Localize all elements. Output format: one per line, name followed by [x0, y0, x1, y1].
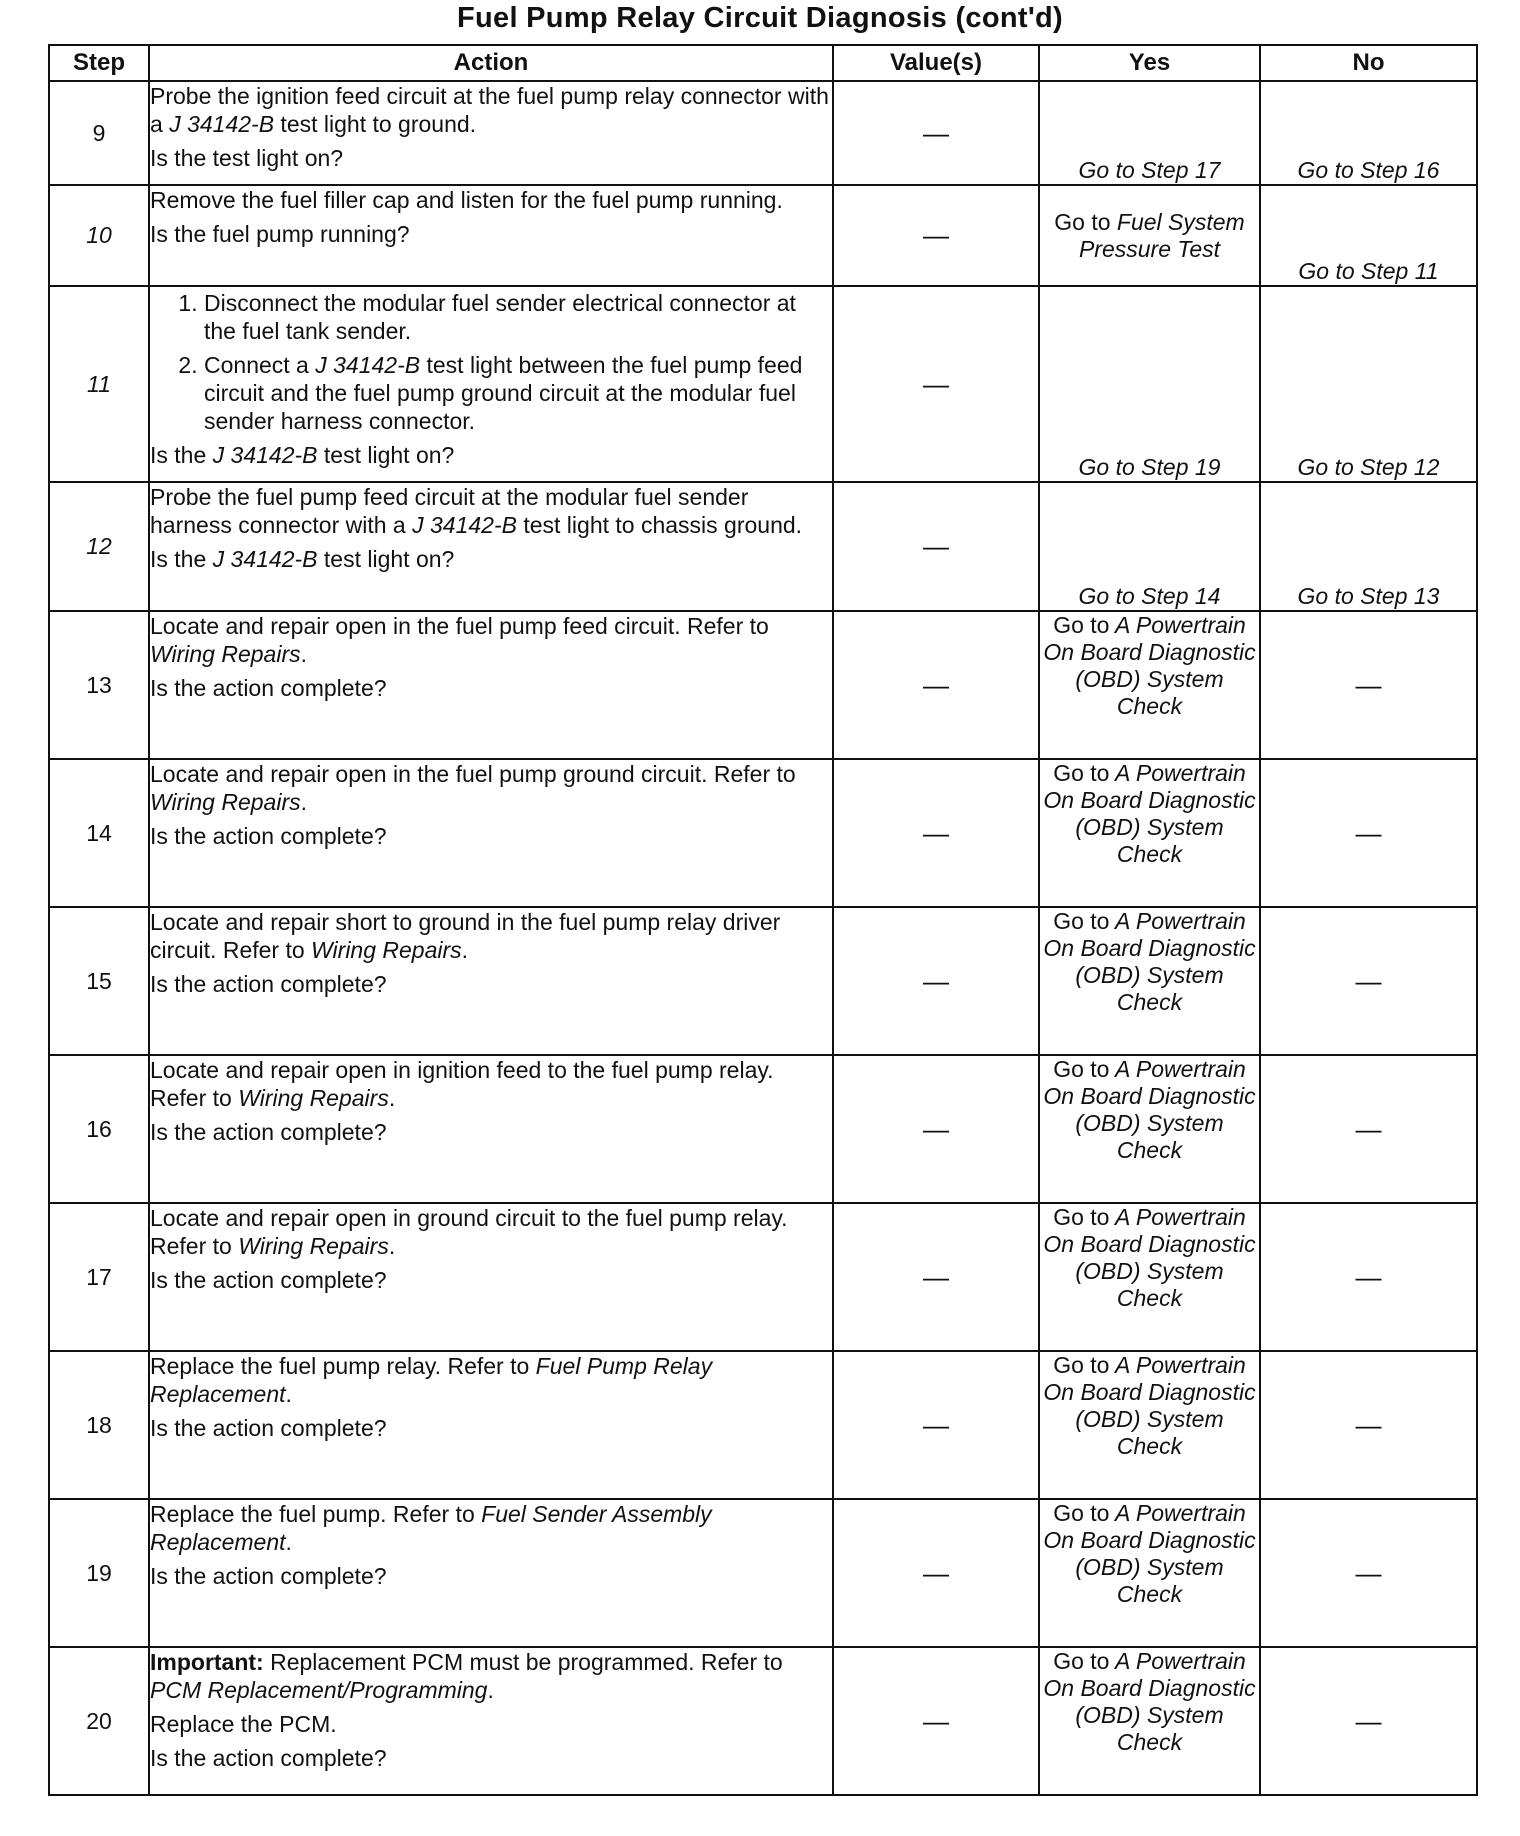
value-cell: — — [833, 1055, 1039, 1203]
action-cell — [149, 759, 833, 907]
page-title: Fuel Pump Relay Circuit Diagnosis (cont'd) — [456, 2, 1063, 34]
question-text: test light on? — [317, 442, 455, 468]
action-text: . — [461, 937, 469, 963]
question: Is the action complete? — [150, 675, 387, 701]
table-row — [49, 1499, 1477, 1647]
table-row — [49, 907, 1477, 1055]
table-row — [49, 759, 1477, 907]
question-text: Is the — [150, 442, 213, 468]
action-text: Connect a — [204, 352, 316, 378]
go-to-label: Go to — [1053, 1500, 1110, 1526]
step-number: 18 — [49, 1351, 149, 1499]
step-number: 20 — [49, 1647, 149, 1795]
step-number: 19 — [49, 1499, 149, 1647]
action-text: Locate and repair open in the fuel pump ground circuit. Refer to — [150, 761, 796, 787]
go-to-label: Go to — [1053, 1056, 1110, 1082]
table-row — [49, 1203, 1477, 1351]
value-cell: — — [833, 611, 1039, 759]
yes-cell — [1039, 185, 1260, 286]
yes-cell — [1039, 1647, 1260, 1795]
action-text: Locate and repair open in the fuel pump feed circuit. Refer to — [150, 613, 769, 639]
value-cell: — — [833, 286, 1039, 482]
action-cell — [149, 1055, 833, 1203]
action-text: . — [388, 1085, 396, 1111]
table-row — [49, 1647, 1477, 1795]
go-to-label: Go to — [1053, 1352, 1110, 1378]
go-to-label: Go to — [1053, 1204, 1110, 1230]
no-cell: — — [1260, 1203, 1477, 1351]
yes-cell: Go to Step 14 — [1039, 482, 1260, 611]
list-item: 1. Disconnect the modular fuel sender electrical connector at the fuel tank sender. — [204, 289, 832, 345]
question: Is the action complete? — [150, 971, 387, 997]
go-to-label: Go to — [1054, 208, 1111, 235]
yes-cell — [1039, 1499, 1260, 1647]
header-no: No — [1260, 45, 1477, 81]
action-text: . — [300, 641, 308, 667]
action-text: . — [300, 789, 308, 815]
action-cell — [149, 1351, 833, 1499]
yes-link: A Powertrain On Board Diagnostic (OBD) System Check — [1043, 1056, 1256, 1163]
no-cell: — — [1260, 1351, 1477, 1499]
action-cell — [149, 286, 833, 482]
value-cell: — — [833, 482, 1039, 611]
yes-link: Fuel System Pressure Test — [1078, 208, 1245, 262]
yes-link: A Powertrain On Board Diagnostic (OBD) System Check — [1043, 612, 1256, 719]
yes-cell: Go to Step 17 — [1039, 81, 1260, 185]
step-number: 17 — [49, 1203, 149, 1351]
value-cell: — — [833, 81, 1039, 185]
action-text: Replacement PCM must be programmed. Refer to — [263, 1649, 783, 1675]
action-text: . — [285, 1381, 292, 1407]
reference-link: Wiring Repairs — [238, 1085, 389, 1111]
table-row — [49, 185, 1477, 286]
yes-cell — [1039, 1203, 1260, 1351]
header-step: Step — [49, 45, 149, 81]
action-text: Locate and repair short to ground in the fuel pump relay driver circuit. Refer to — [150, 909, 781, 963]
action-text: Replace the fuel pump. Refer to — [150, 1501, 482, 1527]
value-cell: — — [833, 1203, 1039, 1351]
no-cell: — — [1260, 1055, 1477, 1203]
question — [150, 441, 832, 469]
yes-link: A Powertrain On Board Diagnostic (OBD) System Check — [1043, 1204, 1256, 1311]
value-cell: — — [833, 1351, 1039, 1499]
action-text: Probe the ignition feed circuit at the fuel pump relay connector with a — [150, 83, 829, 137]
go-to-label: Go to — [1053, 760, 1110, 786]
tool-name: J 34142-B — [412, 512, 517, 538]
action-cell — [149, 907, 833, 1055]
step-number: 12 — [49, 482, 149, 611]
question: Is the action complete? — [150, 1745, 387, 1771]
list-item — [204, 351, 832, 435]
yes-cell — [1039, 759, 1260, 907]
step-number: 16 — [49, 1055, 149, 1203]
yes-cell — [1039, 1055, 1260, 1203]
action-text: test light between the fuel pump feed circuit and the fuel pump ground circuit at the modular fuel sender harness connector. — [204, 352, 803, 434]
go-to-label: Go to — [1053, 612, 1110, 638]
question-text: Is the — [150, 546, 213, 572]
value-cell: — — [833, 1499, 1039, 1647]
instruction: Replace the PCM. — [150, 1711, 337, 1737]
value-cell: — — [833, 907, 1039, 1055]
table-row — [49, 81, 1477, 185]
action-text: Probe the fuel pump feed circuit at the modular fuel sender harness connector with a — [150, 484, 749, 538]
yes-link: A Powertrain On Board Diagnostic (OBD) System Check — [1043, 1352, 1256, 1459]
yes-cell: Go to Step 19 — [1039, 286, 1260, 482]
tool-name: J 34142-B — [169, 111, 275, 137]
no-cell: — — [1260, 1499, 1477, 1647]
no-cell: — — [1260, 611, 1477, 759]
question: Is the test light on? — [150, 145, 344, 171]
go-to-label: Go to — [1053, 908, 1110, 934]
no-cell: Go to Step 12 — [1260, 286, 1477, 482]
step-number: 10 — [49, 185, 149, 286]
no-cell: — — [1260, 1647, 1477, 1795]
no-cell: Go to Step 11 — [1260, 185, 1477, 286]
table-row — [49, 286, 1477, 482]
table-row — [49, 1055, 1477, 1203]
action-cell — [149, 1499, 833, 1647]
step-number: 9 — [49, 81, 149, 185]
action-text: . — [487, 1677, 494, 1703]
value-cell: — — [833, 1647, 1039, 1795]
question — [150, 545, 832, 573]
header-yes: Yes — [1039, 45, 1260, 81]
reference-link: PCM Replacement/Programming — [150, 1677, 488, 1703]
action-text: Remove the fuel filler cap and listen for the fuel pump running. — [150, 187, 783, 213]
action-cell — [149, 1647, 833, 1795]
yes-link: A Powertrain On Board Diagnostic (OBD) System Check — [1043, 1648, 1256, 1755]
question: Is the action complete? — [150, 823, 387, 849]
yes-cell — [1039, 611, 1260, 759]
question: Is the fuel pump running? — [150, 221, 410, 247]
important-label: Important: — [150, 1649, 264, 1675]
action-text: test light to ground. — [274, 111, 477, 137]
reference-link: Wiring Repairs — [150, 789, 301, 815]
reference-link: Fuel Sender Assembly Replacement — [150, 1501, 712, 1555]
yes-link: A Powertrain On Board Diagnostic (OBD) System Check — [1043, 1500, 1256, 1607]
header-values: Value(s) — [833, 45, 1039, 81]
value-cell: — — [833, 185, 1039, 286]
reference-link: Wiring Repairs — [238, 1233, 389, 1259]
yes-link: A Powertrain On Board Diagnostic (OBD) System Check — [1043, 760, 1256, 867]
step-number: 15 — [49, 907, 149, 1055]
yes-link: A Powertrain On Board Diagnostic (OBD) System Check — [1043, 908, 1256, 1015]
no-cell: — — [1260, 907, 1477, 1055]
question: Is the action complete? — [150, 1267, 387, 1293]
action-text: . — [285, 1529, 292, 1555]
yes-cell — [1039, 1351, 1260, 1499]
action-cell — [149, 611, 833, 759]
tool-name: J 34142-B — [315, 352, 421, 378]
action-cell — [149, 185, 833, 286]
reference-link: Wiring Repairs — [150, 641, 301, 667]
header-row — [49, 45, 1477, 81]
diagnosis-table — [48, 44, 1478, 1796]
yes-cell — [1039, 907, 1260, 1055]
step-number: 11 — [49, 286, 149, 482]
step-number: 14 — [49, 759, 149, 907]
table-row — [49, 611, 1477, 759]
action-text: Locate and repair open in ground circuit to the fuel pump relay. Refer to — [150, 1205, 788, 1259]
action-list — [150, 289, 832, 435]
question-text: test light on? — [317, 546, 455, 572]
tool-name: J 34142-B — [212, 442, 318, 468]
action-text: test light to chassis ground. — [516, 512, 803, 538]
action-cell — [149, 81, 833, 185]
table-row — [49, 1351, 1477, 1499]
header-action: Action — [149, 45, 833, 81]
step-number: 13 — [49, 611, 149, 759]
action-cell — [149, 482, 833, 611]
reference-link: Wiring Repairs — [311, 937, 462, 963]
action-text: . — [388, 1233, 396, 1259]
action-cell — [149, 1203, 833, 1351]
no-cell: — — [1260, 759, 1477, 907]
no-cell: Go to Step 13 — [1260, 482, 1477, 611]
value-cell: — — [833, 759, 1039, 907]
question: Is the action complete? — [150, 1563, 387, 1589]
question: Is the action complete? — [150, 1415, 387, 1441]
no-cell: Go to Step 16 — [1260, 81, 1477, 185]
reference-link: Fuel Pump Relay Replacement — [150, 1353, 713, 1407]
table-row — [49, 482, 1477, 611]
question: Is the action complete? — [150, 1119, 387, 1145]
action-text: Replace the fuel pump relay. Refer to — [150, 1353, 536, 1379]
go-to-label: Go to — [1053, 1648, 1110, 1674]
action-text: Locate and repair open in ignition feed to the fuel pump relay. Refer to — [150, 1057, 774, 1111]
tool-name: J 34142-B — [212, 546, 318, 572]
